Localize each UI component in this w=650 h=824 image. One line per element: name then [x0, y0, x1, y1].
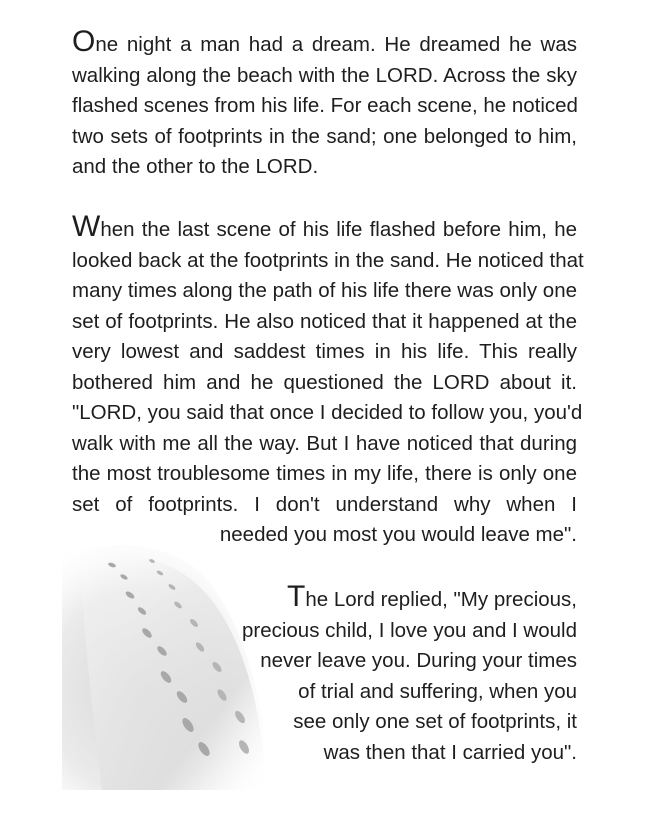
- text-line: [72, 25, 577, 61]
- text-line-content: he Lord replied, "My precious,: [305, 588, 577, 611]
- text-line: looked back at the footprints in the sand. He noticed that: [72, 248, 584, 272]
- drop-cap: O: [72, 25, 96, 58]
- text-line-content: hen the last scene of his life flashed before him, he: [100, 218, 577, 241]
- paragraph-dream: [72, 25, 578, 183]
- text-line: see only one set of footprints, it: [293, 710, 577, 733]
- text-line: and the other to the LORD.: [72, 155, 319, 178]
- text-line: [72, 210, 577, 246]
- text-line: set of footprints. I don't understand why when I: [72, 492, 577, 516]
- text-line-content: ne night a man had a dream. He dreamed he was: [95, 33, 577, 56]
- text-line: bothered him and he questioned the LORD about it.: [72, 370, 577, 394]
- drop-cap: T: [287, 580, 306, 613]
- drop-cap: W: [72, 210, 101, 243]
- paragraph-question: [72, 210, 584, 551]
- text-line: was then that I carried you".: [323, 740, 577, 764]
- text-line: needed you most you would leave me".: [219, 523, 577, 546]
- text-line: many times along the path of his life there was only one: [72, 279, 577, 302]
- text-line: never leave you. During your times: [260, 649, 577, 672]
- text-line: walking along the beach with the LORD. Across the sky: [72, 63, 577, 87]
- text-line: set of footprints. He also noticed that it happened at the: [72, 309, 577, 333]
- paragraph-reply: [210, 580, 577, 768]
- text-line: very lowest and saddest times in his life. This really: [72, 340, 577, 363]
- text-line: the most troublesome times in my life, there is only one: [72, 462, 577, 485]
- text-line: two sets of footprints in the sand; one belonged to him,: [72, 124, 577, 148]
- text-line: of trial and suffering, when you: [298, 679, 577, 703]
- text-line: walk with me all the way. But I have noticed that during: [72, 431, 577, 455]
- text-line: "LORD, you said that once I decided to follow you, you'd: [72, 401, 583, 424]
- text-line: precious child, I love you and I would: [241, 618, 577, 642]
- text-line: flashed scenes from his life. For each scene, he noticed: [72, 94, 578, 117]
- text-line: [210, 580, 577, 616]
